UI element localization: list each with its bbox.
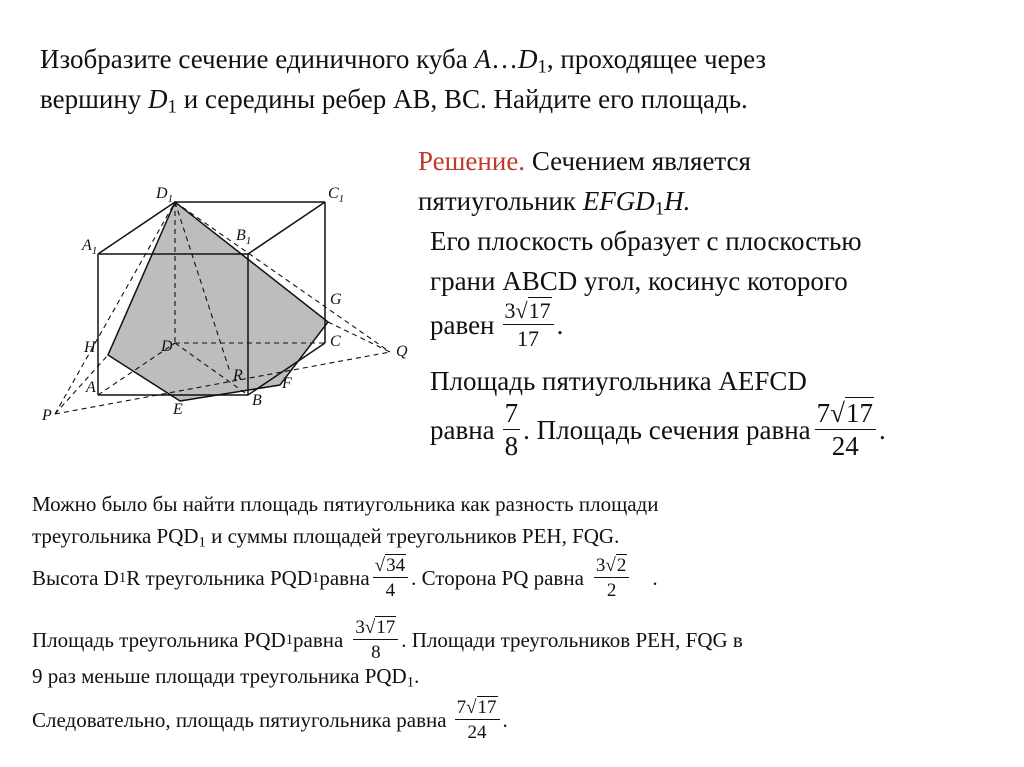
radicand: 2 (616, 555, 627, 576)
label-c: C (330, 333, 341, 350)
text: R треугольника PQD (126, 565, 312, 590)
radicand: 17 (845, 398, 873, 428)
text: Высота D (32, 565, 119, 590)
label-a1: $A_1$ (82, 237, 98, 257)
label-f: F (282, 375, 292, 392)
extra-line-6 (32, 698, 508, 742)
solution-line-1 (418, 146, 751, 177)
var-d: D (148, 84, 168, 114)
pq-fraction: $\frac{3√2}{2}$ (594, 556, 629, 600)
final-fraction: $\frac{7√17}{24}$ (455, 698, 500, 742)
extra-line-1 (32, 492, 658, 517)
radicand: 17 (376, 617, 396, 638)
triangle-area-fraction: $\frac{3√17}{8}$ (353, 618, 398, 662)
text: равен (430, 309, 495, 340)
text: Его плоскость образует с плоскостью (430, 226, 862, 256)
cube-section-diagram (40, 180, 420, 440)
label-q: Q (396, 343, 408, 360)
label-g: G (330, 291, 342, 308)
text: равна (319, 565, 370, 590)
text: равна (430, 414, 495, 445)
area-fraction (503, 400, 521, 460)
num-coef: 3 (595, 555, 606, 576)
text: треугольника PQD (32, 524, 199, 548)
radicand: 17 (477, 697, 497, 718)
num-coef: 7 (456, 697, 467, 718)
cos-fraction: $\frac{3√17}{17}$ (503, 300, 554, 350)
solution-line-4 (430, 266, 848, 297)
denominator: 4 (385, 580, 396, 601)
denominator: 17 (517, 326, 540, 351)
label-b1: $B_1$ (236, 227, 252, 247)
text: … (490, 44, 518, 74)
pentagon-name-end: H. (664, 186, 691, 216)
extra-line-5 (32, 664, 419, 689)
text: Сечением является (525, 146, 751, 176)
text: грани ABCD угол, косинус которого (430, 266, 848, 296)
pentagon-name: EFGD (582, 186, 655, 216)
solution-line-6 (430, 366, 807, 397)
height-fraction: $\frac{√34}{4}$ (373, 556, 408, 600)
problem-line-1 (40, 44, 767, 78)
subscript: 1 (537, 56, 547, 78)
solution-line-5 (430, 300, 563, 350)
text: Площадь треугольника PQD (32, 627, 286, 652)
subscript: 1 (167, 96, 177, 118)
text: пятиугольник (418, 186, 583, 216)
text: . (414, 664, 420, 688)
num-coef: 7 (816, 398, 831, 428)
text: и середины ребер AB, BC. Найдите его площадь. (176, 84, 748, 114)
subscript: 1 (198, 534, 206, 551)
label-e: E (173, 401, 183, 418)
text: и суммы площадей треугольников PEH, FQG. (205, 524, 620, 548)
text: . Площади треугольников PEH, FQG в (401, 627, 743, 652)
denominator: 8 (371, 642, 381, 663)
text: , проходящее через (546, 44, 767, 74)
label-d1: $D_1$ (156, 185, 174, 205)
text: Изобразите сечение единичного куба (40, 44, 475, 74)
num-coef: 3 (355, 617, 365, 638)
text: . Площадь сечения равна (523, 414, 811, 445)
extra-line-2 (32, 524, 619, 549)
radicand: 34 (386, 555, 406, 576)
extra-line-3: Высота D 1 R треугольника PQD 1 равна $\frac{√34}{4}$ . Сторона PQ равна $\frac{3√2}{2}$ . (32, 555, 658, 601)
text: Следовательно, площадь пятиугольника равна (32, 707, 447, 732)
var-a: A (474, 44, 491, 74)
text: вершину (40, 84, 149, 114)
text: . (556, 309, 564, 340)
label-p: P (42, 407, 52, 424)
text: . (502, 707, 508, 732)
solution-heading: Решение. (418, 146, 526, 176)
denominator: 24 (467, 722, 487, 743)
section-pentagon (108, 202, 328, 401)
text: . Сторона PQ равна (411, 565, 584, 590)
text: Можно было бы найти площадь пятиугольника как разность площади (32, 492, 659, 516)
numerator: 7 (504, 398, 519, 428)
var-d: D (517, 44, 538, 74)
label-b: B (252, 392, 262, 409)
label-d: D (161, 338, 173, 355)
problem-line-2 (40, 84, 748, 118)
label-c1: $C_1$ (328, 185, 345, 205)
solution-line-3 (430, 226, 862, 257)
text: 9 раз меньше площади треугольника PQD (32, 664, 407, 688)
denominator: 8 (504, 431, 519, 461)
label-a: A (86, 379, 96, 396)
text: . (652, 565, 658, 590)
label-h: H (84, 339, 96, 356)
subscript: 1 (654, 198, 665, 220)
extra-line-4: Площадь треугольника PQD 1 равна $\frac{3√17}{8}$ . Площади треугольников PEH, FQG в (32, 617, 743, 663)
num-coef: 3 (504, 298, 516, 323)
text: Площадь пятиугольника AEFCD (430, 366, 807, 396)
text: равна (293, 627, 344, 652)
subscript: 1 (406, 674, 415, 691)
label-r: R (233, 367, 243, 384)
radicand: 17 (528, 298, 551, 323)
denominator: 24 (831, 431, 859, 461)
solution-line-2 (418, 186, 691, 220)
text: . (878, 414, 886, 445)
denominator: 2 (606, 580, 617, 601)
section-area-fraction: $\frac{7√17}{24}$ (815, 400, 876, 460)
solution-line-7 (430, 400, 886, 460)
